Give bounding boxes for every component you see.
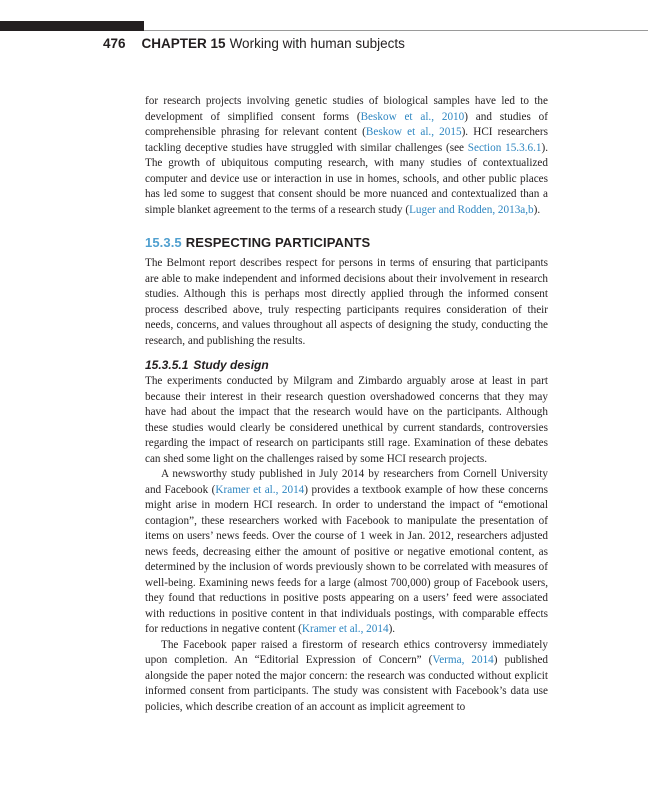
paragraph-facebook-study: A newsworthy study published in July 2014 by researchers from Cornell University and Facebook (Kramer et al., 2014) provides a textbook example of how these concerns might arise in modern HCI research. In order to understand the impact of “emotional contagion”, these researchers worked with Facebook to manipulate the presentation of items on users’ news feeds. Over the course of 1 week in Jan. 2012, researchers adjusted news feeds, decreasing either the amount of positive or negative emotional content, as determined by the inclusion of words previously shown to be correlated with measures of well-being. Examining news feeds for a large (almost 700,000) group of Facebook users, they found that reductions in positive posts appearing on a users’ feed were associated with reductions in positive content in that individuals postings, with comparable effects for reductions in negative content (Kramer et al., 2014). (145, 468, 549, 635)
citation-kramer-2014-second[interactable]: Kramer et al., 2014 (301, 623, 389, 635)
section-title: RESPECTING PARTICIPANTS (185, 235, 371, 250)
page-body (145, 94, 548, 715)
page-number: 476 (103, 36, 126, 51)
citation-kramer-2014[interactable]: Kramer et al., 2014 (215, 483, 305, 496)
citation-verma-2014[interactable]: Verma, 2014 (432, 654, 494, 666)
paragraph-controversy: The Facebook paper raised a firestorm of research ethics controversy immediately upon completion. An “Editorial Expression of Concern” (Verma, 2014) published alongside the paper noted the major concern: the research was conducted without explicit informed consent from participants. The study was consistent with Facebook’s data use policies, which describe creation of an account as implicit agreement to (145, 638, 549, 713)
section-number: 15.3.5 (145, 235, 182, 250)
section-heading (145, 235, 548, 251)
subsection-heading (145, 358, 548, 373)
paragraph-consent-continued: for research projects involving genetic studies of biological samples have led to the development of simplified consent forms (Beskow et al., 2010) and studies of comprehensible phrasing for relevant content (Beskow et al., 2015). HCI researchers tackling deceptive studies have struggled with similar challenges (see Section 15.3.6.1). The growth of ubiquitous computing research, with many studies of contextualized computer and device use or interaction in use in homes, schools, and other public places has led some to suggest that consent should be more nuanced and contextualized than a simple blanket agreement to the terms of a research study (Luger and Rodden, 2013a,b). (145, 95, 548, 216)
header-bar (0, 21, 144, 31)
citation-beskow-2015[interactable]: Beskow et al., 2015 (365, 126, 462, 138)
header-rule (144, 30, 648, 31)
subsection-title: Study design (193, 358, 269, 372)
chapter-title: Working with human subjects (229, 36, 405, 51)
running-head (103, 35, 405, 53)
section-link-15-3-6-1[interactable]: Section 15.3.6.1 (467, 141, 542, 154)
paragraph-milgram-zimbardo: The experiments conducted by Milgram and Zimbardo arguably arose at least in part because their interest in their research question overshadowed concerns that they may have had about the impact that the research would have on the participants. Although these studies would clearly be considered unethical by current standards, controversies regarding the impact of research on participants still rage. Examination of these debates can shed some light on the challenges raised by some HCI research projects. (145, 375, 548, 465)
chapter-label: CHAPTER 15 (141, 36, 226, 51)
citation-luger-rodden[interactable]: Luger and Rodden, 2013a,b (409, 203, 534, 216)
citation-beskow-2010[interactable]: Beskow et al., 2010 (360, 110, 465, 123)
paragraph-belmont: The Belmont report describes respect for persons in terms of ensuring that participants are able to make independent and informed decisions about their involvement in research studies. Although this is perhaps most directly applied through the informed consent process described above, truly respecting participants requires consideration of their needs, concerns, and values throughout all aspects of designing the study, conducting the research, and publishing the results. (145, 257, 548, 347)
subsection-number: 15.3.5.1 (145, 358, 189, 372)
